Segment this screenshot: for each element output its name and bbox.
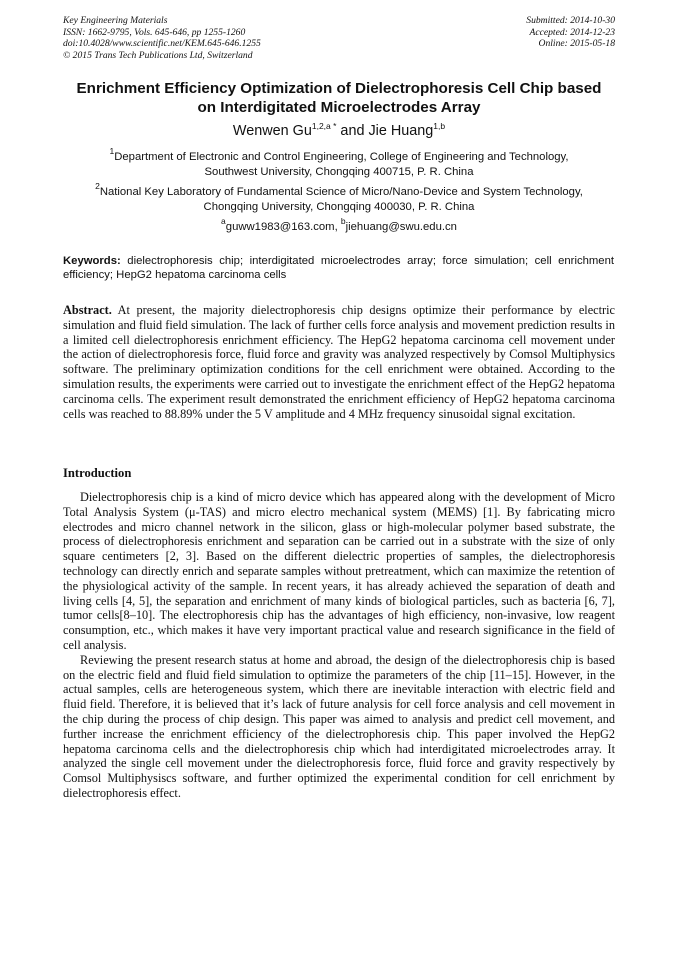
abstract-label: Abstract. [63,303,112,317]
keywords-text: dielectrophoresis chip; interdigitated microelectrodes array; force simulation; cell enrichment efficiency; HepG2 hepatoma carcinoma cells [63,255,614,282]
author-1: Wenwen Gu [232,123,312,139]
introduction-body [63,490,615,801]
submission-dates [526,15,615,50]
paper-title [40,80,638,117]
accepted-date: Accepted: 2014-12-23 [529,26,615,38]
doi-line: doi:10.4028/www.scientific.net/KEM.645-646.1255 [63,38,261,50]
title-line-2: on Interdigitated Microelectrodes Array [197,98,481,116]
email-b-marker: b [340,216,346,226]
email-b: jiehuang@swu.edu.cn [345,221,457,233]
author-emails [40,216,638,233]
affiliation-1 [55,146,623,181]
abstract-block [63,303,615,421]
affiliation-1-line-2: Southwest University, Chongqing 400715, P. R. China [204,166,474,179]
author-2: and Jie Huang [336,123,434,139]
author-1-marker: 1,2,a * [311,121,337,131]
copyright-line: © 2015 Trans Tech Publications Ltd, Switzerland [63,49,253,61]
affiliation-1-line-1: Department of Electronic and Control Engineering, College of Engineering and Technology, [114,151,569,163]
journal-name: Key Engineering Materials [63,15,168,26]
intro-paragraph-2: Reviewing the present research status at home and abroad, the design of the dielectrophoresis chip is based on the electric field and fluid field simulation to optimize the parameters of the chip [11–15]. However, in the actual samples, cells are heterogeneous system, which there are inevitable interaction with electric field and fluid field. Therefore, it is believed that it’s lack of future analysis for cell force analysis and cell movement in the chip during the process of chip design. This paper was aimed to analysis and predict cell movement, and further increase the enrichment efficiency of the dielectrophoresis chip. This paper involved the HepG2 hepatoma carcinoma cells and the dielectrophoresis chip which had interdigitated microelectrodes array. It analyzed the single cell movement under the dielectrophoresis force, fluid force and gravity respectively by Comsol Multiphysiscs software, and further optimized the experimental condition for cell enrichment by dielectrophoresis effect. [63,652,615,800]
affiliation-2-line-1: National Key Laboratory of Fundamental Science of Micro/Nano-Device and System Technology, [99,186,583,198]
keywords-label: Keywords: [63,255,121,267]
abstract-text: At present, the majority dielectrophoresis chip designs optimize their performance by electric simulation and fluid field simulation. The lack of further cells force analysis and movement prediction results in a limited cell dielectrophoresis enrichment efficiency. The HepG2 hepatoma carcinoma cell movement under the action of dielectrophoresis force, fluid force and gravity was analyzed respectively by Comsol Multiphysics software. The preliminary optimization conditions for the cell enrichment were obtained. According to the simulation results, the experiments were carried out to investigate the enrichment effect of the HepG2 hepatoma carcinoma cells. The experiment result demonstrated the enrichment efficiency of HepG2 hepatoma carcinoma cells was reached to 88.89% under the 5 V amplitude and 4 MHz frequency sinusoidal signal excitation. [63,303,615,421]
journal-info [63,15,261,61]
email-a-marker: a [221,216,226,226]
affiliation-2-line-2: Chongqing University, Chongqing 400030, P. R. China [203,201,475,214]
affiliation-2-marker: 2 [95,181,100,191]
keywords-block [63,254,614,283]
author-2-marker: 1,b [433,121,446,131]
introduction-heading: Introduction [63,466,132,480]
issn-line: ISSN: 1662-9795, Vols. 645-646, pp 1255-1260 [63,26,246,38]
affiliation-1-marker: 1 [109,146,115,156]
email-a: guww1983@163.com, [225,221,341,233]
author-list [40,123,638,139]
online-date: Online: 2015-05-18 [538,38,615,50]
submitted-date: Submitted: 2014-10-30 [526,15,615,26]
affiliation-2 [55,181,623,216]
title-line-1: Enrichment Efficiency Optimization of Dielectrophoresis Cell Chip based [76,80,602,97]
intro-paragraph-1: Dielectrophoresis chip is a kind of micro device which has appeared along with the development of Micro Total Analysis System (μ-TAS) and micro electro mechanical system (MEMS) [1]. By fabricating micro electrodes and micro channel network in the silicon, glass or high-molecular polymer based substrate, the process of dielectrophoresis enrichment and separation can be carried out in a substrate with the size of only square centimeters [2, 3]. Based on the different dielectric properties of samples, the dielectrophoresis technology can directly enrich and separate samples without pretreatment, which can maximize the retention of the physiological activity of the sample. In recent years, it has already achieved the separation of death and living cells [4, 5], the separation and enrichment of many kinds of biological particles, such as bacteria [6, 7], tumor cells[8–10]. The electrophoresis chip has the advantages of high efficiency, non-invasive, low reagent consumption, etc., which makes it have very important practical value and research significance in the field of cell analysis. [63,490,615,652]
